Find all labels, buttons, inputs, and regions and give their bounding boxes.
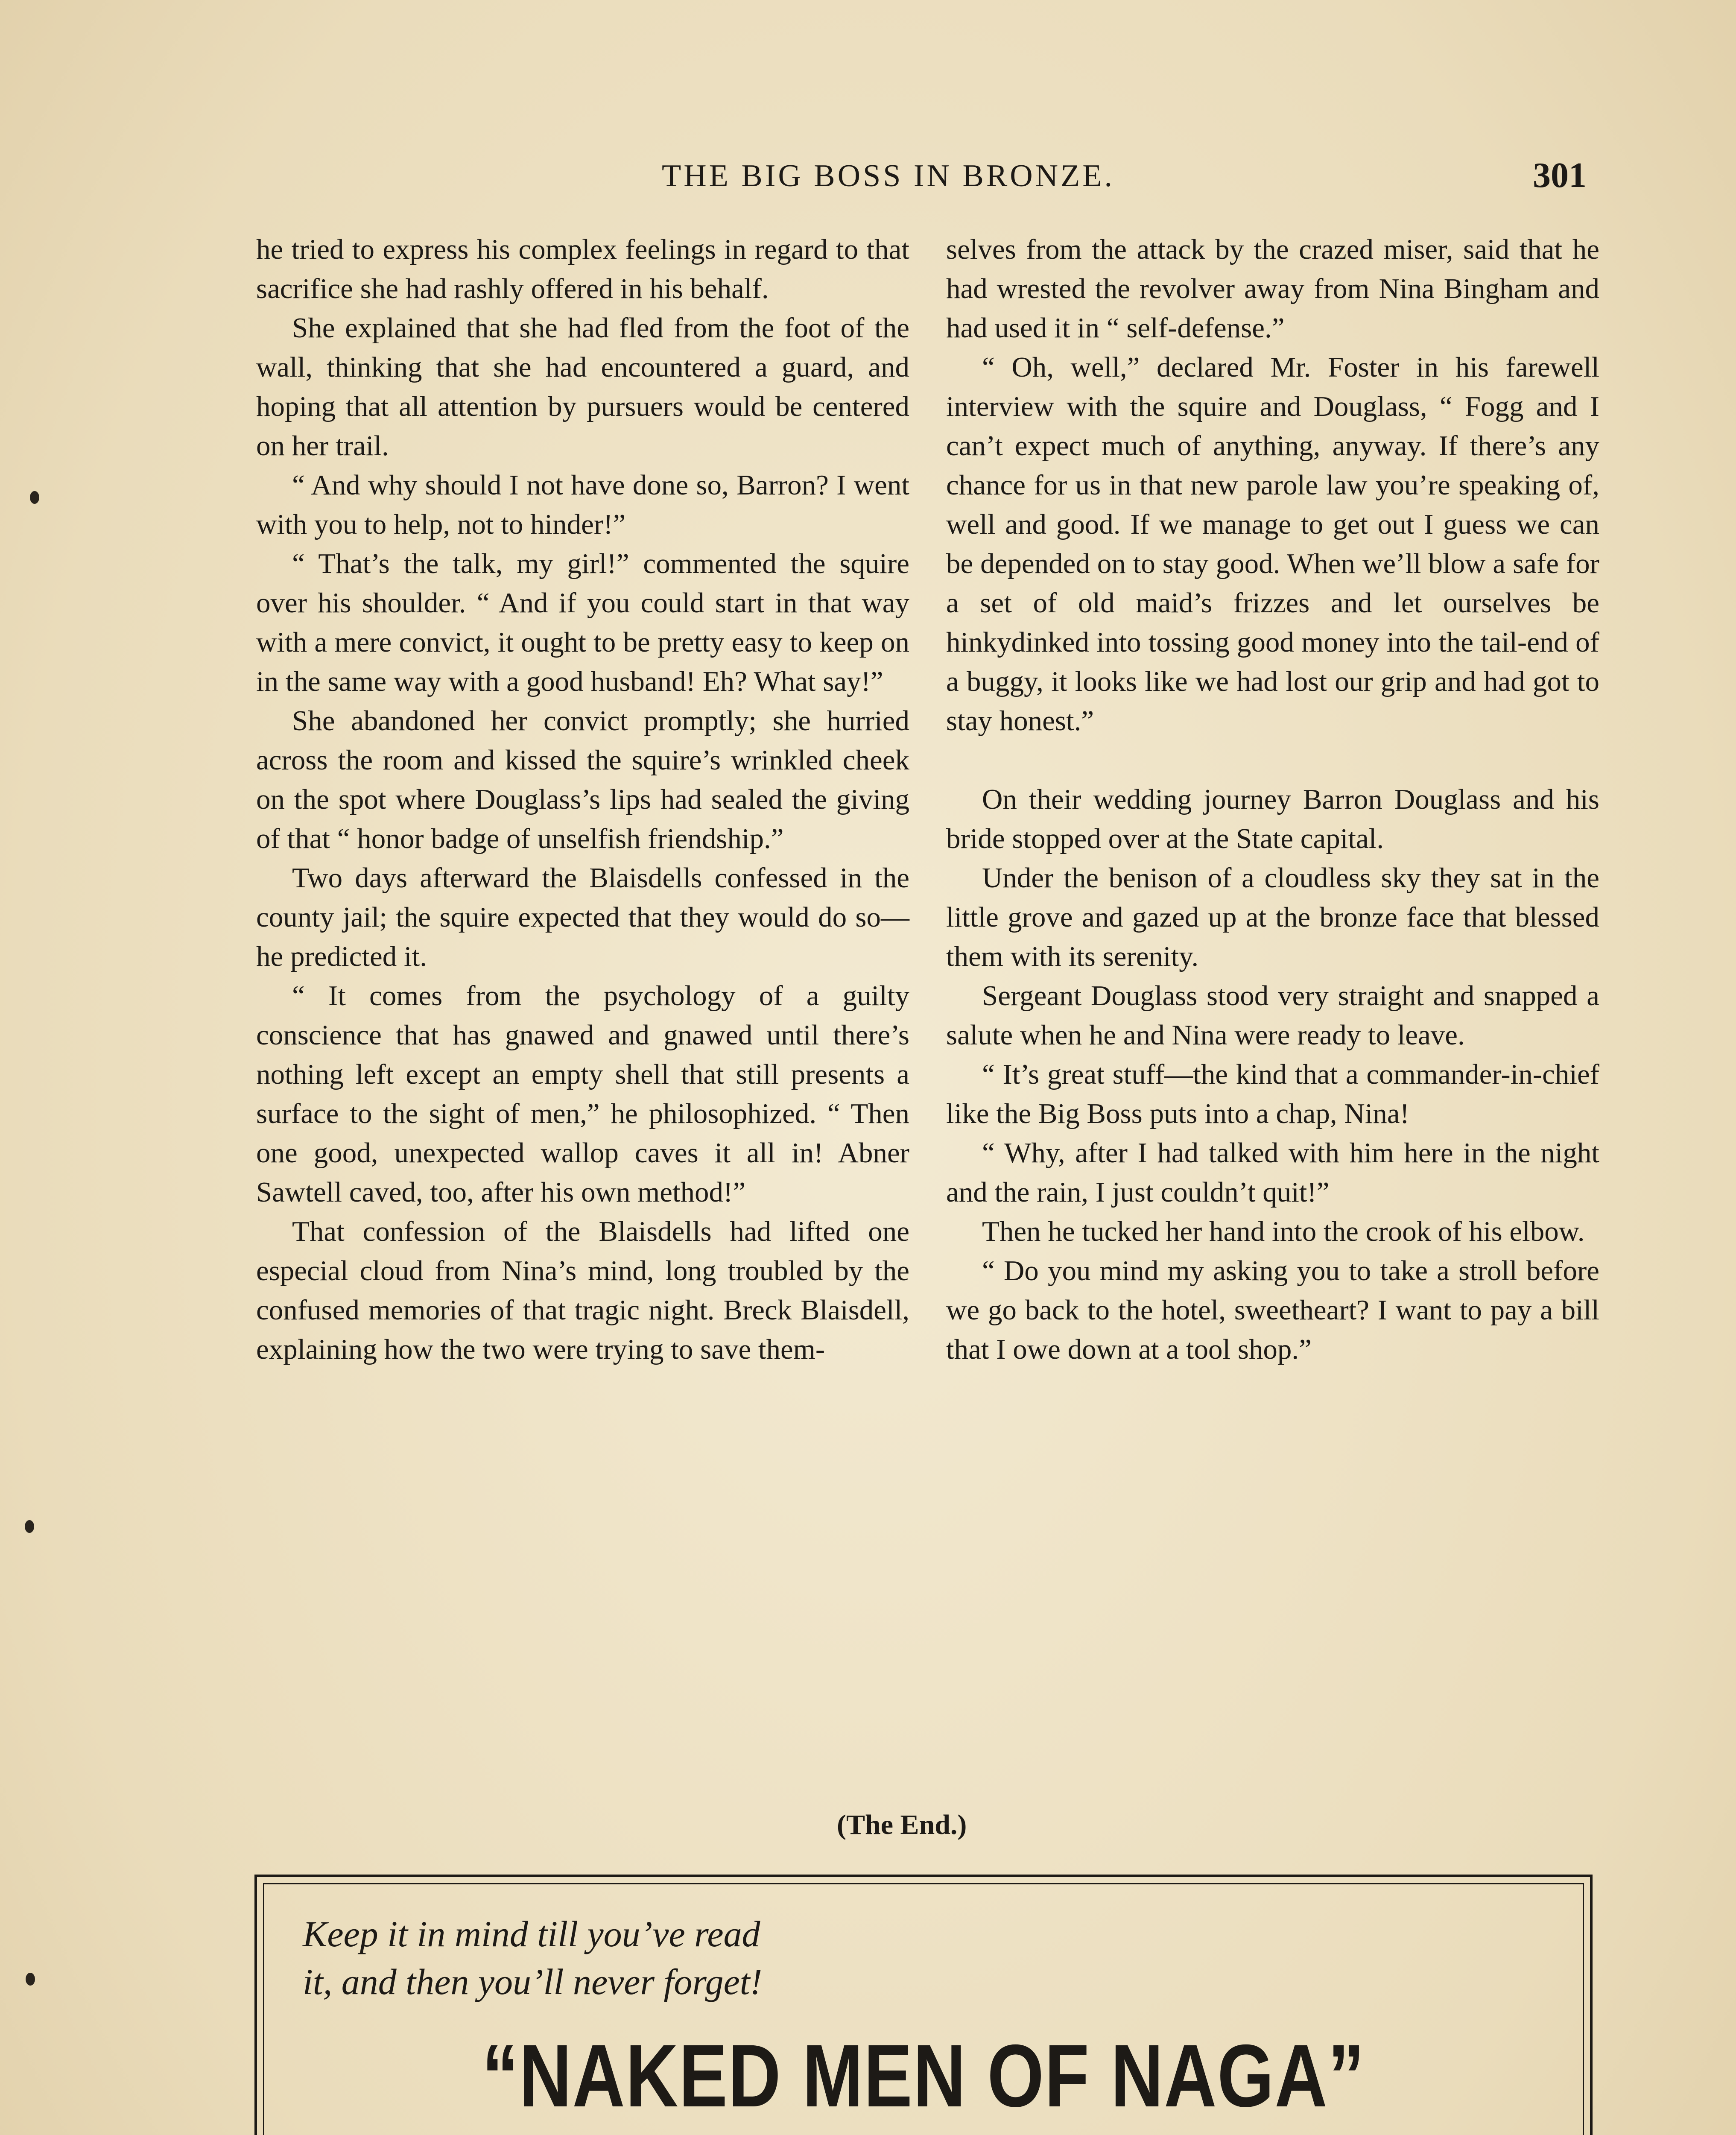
paragraph: “ That’s the talk, my girl!” commented the squire over his shoulder. “ And if you could start in that way with a mere convict, it ought to be pretty easy to keep on in the same way with a good husband! Eh? What say!”: [256, 548, 909, 697]
paragraph: “ Why, after I had talked with him here in the night and the rain, I just couldn’t quit!”: [946, 1137, 1599, 1208]
paragraph: “ Oh, well,” declared Mr. Foster in his farewell interview with the squire and Douglass, “ Fogg and I can’t expect much of anything, anyway. If there’s any chance for us in that new parole law you’re speaking of, well and good. If we manage to get out I guess we can be depended on to stay good. When we’ll blow a safe for a set of old maid’s frizzes and let ourselves be hinkydinked into tossing good money into the tail-end of a buggy, it looks like we had lost our grip and had got to stay honest.”: [946, 351, 1599, 737]
advertisement-inner-frame: [263, 1883, 1584, 2135]
ad-tagline: [303, 1910, 762, 2006]
paragraph: She abandoned her convict promptly; she hurried across the room and kissed the squire’s wrinkled cheek on the spot where Douglass’s lips had sealed the giving of that “ honor badge of unselfish friendship.”: [256, 705, 909, 854]
ad-story-title: “NAKED MEN OF NAGA”: [482, 2027, 1365, 2126]
right-text-column: [946, 230, 1599, 1369]
paragraph: “ And why should I not have done so, Barron? I went with you to help, not to hinder!”: [256, 469, 909, 540]
paragraph: Then he tucked her hand into the crook of his elbow.: [982, 1216, 1585, 1247]
paragraph: On their wedding journey Barron Douglass and his bride stopped over at the State capital.: [946, 784, 1599, 854]
paragraph: Sergeant Douglass stood very straight and snapped a salute when he and Nina were ready to leave.: [946, 980, 1599, 1051]
paragraph: That confession of the Blaisdells had lifted one especial cloud from Nina’s mind, long troubled by the confused memories of that tragic night. Breck Blaisdell, explaining how the two were trying to save them-: [256, 1216, 909, 1365]
ad-tagline-line: Keep it in mind till you’ve read: [303, 1913, 760, 1954]
paragraph: “ It comes from the psychology of a guilty conscience that has gnawed and gnawed until there’s nothing left except an empty shell that still presents a surface to the sight of men,” he philosophized. “ Then one good, unexpected wallop caves it all in! Abner Sawtell caved, too, after his own method!”: [256, 980, 909, 1208]
paragraph: “ Do you mind my asking you to take a stroll before we go back to the hotel, sweetheart? I want to pay a bill that I owe down at a tool shop.”: [946, 1255, 1599, 1365]
paragraph: Under the benison of a cloudless sky they sat in the little grove and gazed up at the bronze face that blessed them with its serenity.: [946, 862, 1599, 972]
left-text-column: [256, 230, 909, 1369]
ad-tagline-line: it, and then you’ll never forget!: [303, 1961, 763, 2002]
paragraph: “ It’s great stuff—the kind that a commander-in-chief like the Big Boss puts into a chap, Nina!: [946, 1059, 1599, 1129]
page-number: 301: [1533, 155, 1587, 195]
binding-hole: [30, 491, 39, 504]
paragraph: he tried to express his complex feelings in regard to that sacrifice she had rashly offered in his behalf.: [256, 234, 909, 304]
paragraph: selves from the attack by the crazed miser, said that he had wrested the revolver away from Nina Bingham and had used it in “ self-defense.”: [946, 234, 1599, 344]
the-end-marker: (The End.): [837, 1809, 967, 1840]
paragraph: She explained that she had fled from the foot of the wall, thinking that she had encountered a guard, and hoping that all attention by pursuers would be centered on her trail.: [256, 312, 909, 462]
binding-hole: [26, 1973, 35, 1986]
running-header-title: THE BIG BOSS IN BRONZE.: [662, 158, 1115, 193]
paragraph: Two days afterward the Blaisdells confessed in the county jail; the squire expected that they would do so—he predicted it.: [256, 862, 909, 972]
advertisement-box: [254, 1875, 1593, 2135]
binding-hole: [25, 1520, 34, 1533]
